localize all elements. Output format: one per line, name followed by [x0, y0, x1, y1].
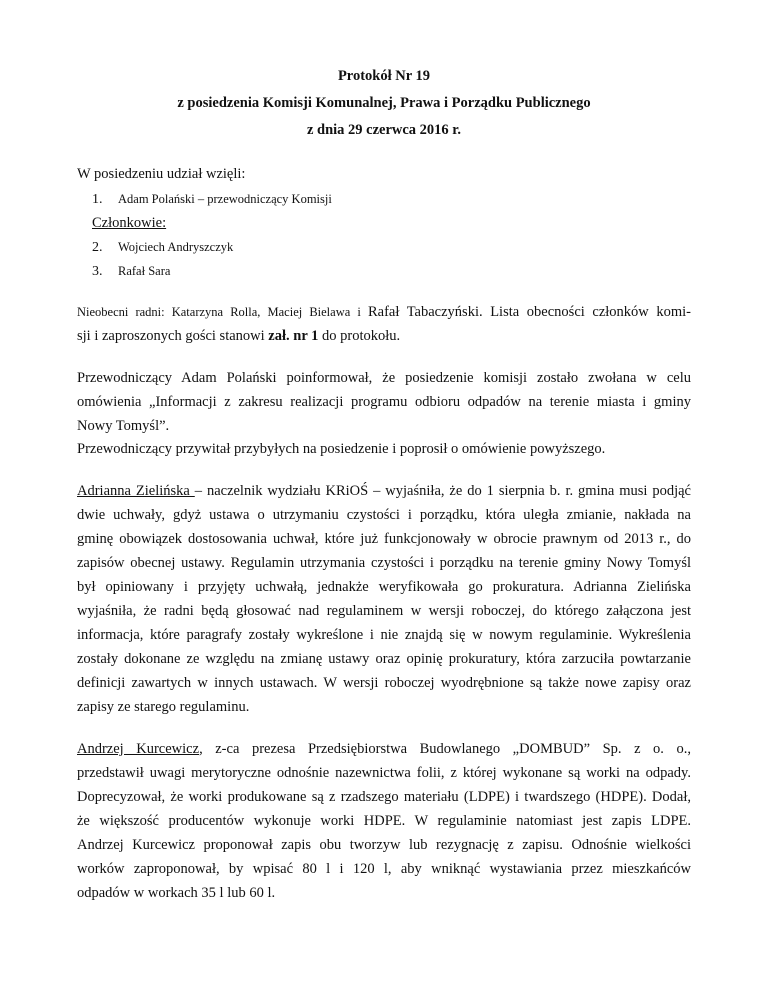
para1-line: Nowy Tomyśl”. [77, 418, 170, 434]
para2-line: zostały dokonane ze względu na zmianę ustawy oraz opinię prokuratury, która zarzuciła powtarzanie [77, 651, 691, 667]
absent-line-1: Nieobecni radni: Katarzyna Rolla, Maciej Bielawa i Rafał Tabaczyński. Lista obecności członków komi- [77, 304, 691, 320]
attachment-ref: zał. nr 1 [268, 328, 319, 344]
absent-line-2: sji i zaproszonych gości stanowi zał. nr 1 do protokołu. [77, 328, 401, 344]
document-title: Protokół Nr 19 [337, 68, 431, 84]
para2-line: gminę obowiązek dostosowania uchwał, które już funkcjonowały w obrocie prawnym od 2013 r., do [77, 531, 691, 547]
list-number: 3. [92, 264, 103, 279]
para3-line: Doprecyzował, że worki produkowane są z rzadszego materiału (LDPE) i twardszego (HDPE). Dodał, [77, 789, 691, 805]
para2-line: Adrianna Zielińska – naczelnik wydziału KRiOŚ – wyjaśniła, że do 1 sierpnia b. r. gmina musi podjąć [77, 483, 691, 499]
members-label: Członkowie: [92, 215, 167, 231]
para2-line: zapisów obecnej ustawy. Regulamin utrzymania czystości i porządku na terenie gminy Nowy Tomyśl [77, 555, 691, 571]
para3-line: worków zaproponował, by wpisać 80 l i 120 l, aby wniknąć wystawiania przez mieszkańców [77, 861, 691, 877]
attendance-intro: W posiedzeniu udział wzięli: [77, 166, 246, 182]
para3-line: Andrzej Kurcewicz, z-ca prezesa Przedsiębiorstwa Budowlanego „DOMBUD” Sp. z o. o., [77, 741, 691, 757]
list-number: 2. [92, 240, 103, 255]
para3-line: Andrzej Kurcewicz proponował zapis obu tworzyw lub rezygnację z zapisu. Odnośnie wielkości [77, 837, 691, 853]
speaker-name: Adrianna Zielińska [77, 483, 195, 499]
document-subtitle: z posiedzenia Komisji Komunalnej, Prawa i Porządku Publicznego [177, 95, 591, 111]
para1-line: omówienia „Informacji z zakresu realizacji programu odbioru odpadów na terenie miasta i gminy [77, 394, 691, 410]
para2-line: definicji zawartych w innych ustawach. W wersji roboczej wyodrębnione są także nowe zapisy oraz [77, 675, 691, 691]
para3-line: że większość producentów wykonuje worki HDPE. W regulaminie natomiast jest zapis LDPE. [77, 813, 691, 829]
para2-line: wyjaśniła, że radni będą głosować nad regulaminem w wersji roboczej, do którego załączona jest [77, 603, 691, 619]
para2-line: dwie uchwały, gdyż ustawa o utrzymaniu czystości i porządku, która uległa zmianie, nakłada na [77, 507, 691, 523]
attendee-name: Rafał Sara [118, 264, 171, 278]
attendee-name: Adam Polański – przewodniczący Komisji [118, 192, 332, 206]
para2-line: zapisy ze starego regulaminu. [77, 699, 250, 715]
para3-line: odpadów w workach 35 l lub 60 l. [77, 885, 276, 901]
para2-line: był opiniowany i przyjęty uchwałą, jednakże weryfikowała go prokuratura. Adrianna Zielińska [77, 579, 691, 595]
attendee-name: Wojciech Andryszczyk [118, 240, 234, 254]
attendee-3 [92, 261, 706, 282]
attendee-1 [92, 189, 706, 210]
document-date: z dnia 29 czerwca 2016 r. [306, 122, 462, 138]
para1-line: Przewodniczący przywitał przybyłych na posiedzenie i poprosił o omówienie powyższego. [77, 441, 606, 457]
attendee-2 [92, 237, 706, 258]
para3-line: przedstawił uwagi merytoryczne odnośnie nazewnictwa folii, z której wykonane są worki na odpady. [77, 765, 691, 781]
speaker-name: Andrzej Kurcewicz [77, 741, 200, 757]
para2-line: informacja, które paragrafy zostały wykreślone i nie znajdą się w nowym regulaminie. Wykreślenia [77, 627, 691, 643]
para1-line: Przewodniczący Adam Polański poinformował, że posiedzenie komisji zostało zwołana w celu [77, 370, 691, 386]
list-number: 1. [92, 192, 103, 207]
